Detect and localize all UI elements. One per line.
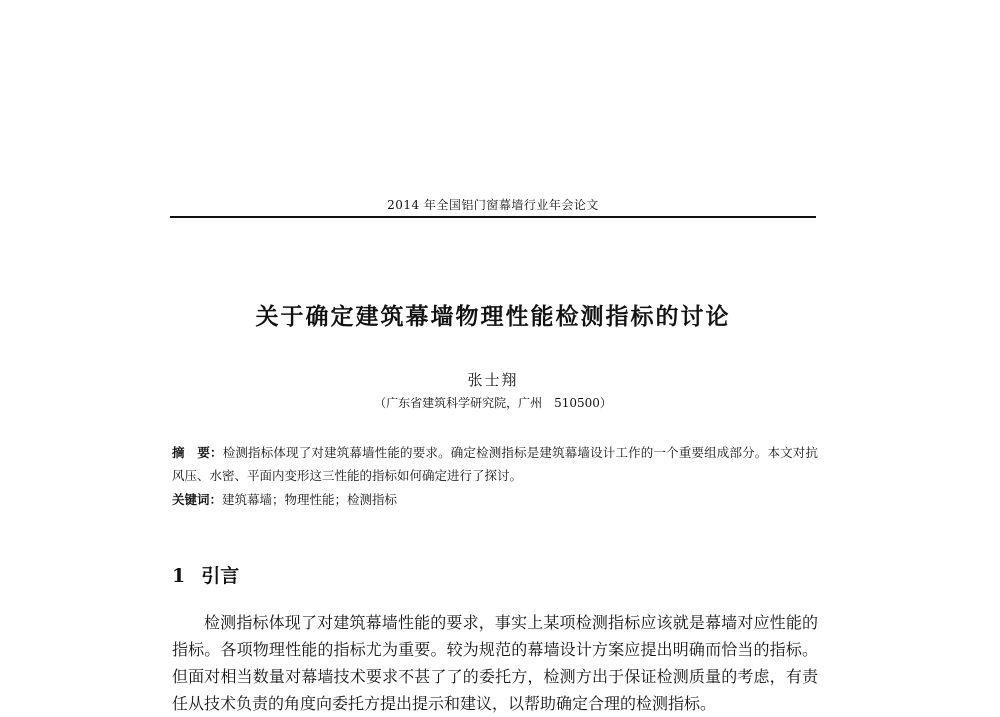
body-paragraph: 检测指标体现了对建筑幕墙性能的要求，事实上某项检测指标应该就是幕墙对应性能的指标。各项物理性能的指标尤为重要。较为规范的幕墙设计方案应提出明确而恰当的指标。但面对相当数量对幕墙技术要求不甚了了的委托方，检测方出于保证检测质量的考虑，有责任从技术负责的角度向委托方提出提示和建议，以帮助确定合理的检测指标。	[172, 613, 818, 713]
header-rule	[170, 216, 816, 218]
section-number: 1	[172, 565, 186, 587]
section-heading	[172, 561, 239, 588]
abstract-text: 检测指标体现了对建筑幕墙性能的要求。确定检测指标是建筑幕墙设计工作的一个重要组成部分。本文对抗风压、水密、平面内变形这三性能的指标如何确定进行了探讨。	[172, 445, 818, 483]
keywords-text: 建筑幕墙；物理性能；检测指标	[222, 492, 398, 507]
abstract-label: 摘 要：	[172, 445, 223, 460]
keywords-label: 关键词：	[172, 492, 223, 507]
keywords	[172, 488, 818, 511]
abstract	[172, 441, 818, 487]
author-affiliation: （广东省建筑科学研究院，广州 510500）	[374, 396, 612, 410]
section-title: 引言	[201, 565, 240, 587]
author-name: 张士翔	[467, 371, 519, 389]
running-header: 2014 年全国铝门窗幕墙行业年会论文	[387, 198, 599, 212]
paper-title: 关于确定建筑幕墙物理性能检测指标的讨论	[255, 304, 731, 330]
